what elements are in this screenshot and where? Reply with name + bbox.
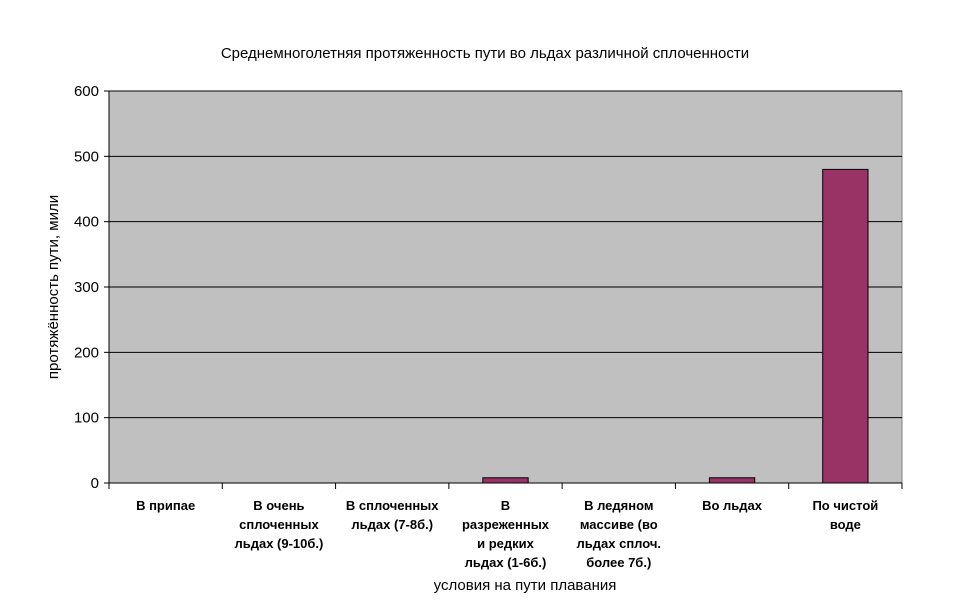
x-tick-label bbox=[577, 498, 662, 570]
x-tick-label-line: сплоченных bbox=[239, 517, 319, 532]
bar bbox=[709, 478, 754, 483]
x-tick-label-line: льдах (1-6б.) bbox=[464, 555, 547, 570]
y-tick-label: 600 bbox=[73, 83, 99, 100]
x-tick-label-line: В очень bbox=[253, 498, 305, 513]
x-tick-label-line: массиве (во bbox=[579, 517, 658, 532]
x-tick-label bbox=[702, 498, 763, 513]
x-tick-label-line: В сплоченных bbox=[345, 498, 439, 513]
y-tick-label: 300 bbox=[73, 279, 99, 296]
x-tick-label bbox=[812, 498, 878, 532]
x-tick-label-line: Во льдах bbox=[702, 498, 763, 513]
x-tick-label-line: воде bbox=[829, 517, 861, 532]
y-axis-label: протяжённость пути, мили bbox=[45, 194, 62, 380]
x-tick-label-line: В ледяном bbox=[584, 498, 654, 513]
x-tick-label bbox=[462, 498, 550, 570]
x-axis-label: условия на пути плавания bbox=[433, 577, 617, 594]
bar bbox=[823, 169, 868, 483]
bar bbox=[483, 478, 528, 483]
chart-title: Среднемноголетняя протяженность пути во льдах различной сплоченности bbox=[220, 45, 750, 62]
x-tick-label-line: и редких bbox=[477, 536, 534, 551]
x-tick-label bbox=[136, 498, 195, 513]
x-tick-label-line: разреженных bbox=[461, 517, 550, 532]
x-tick-label-line: В припае bbox=[136, 498, 196, 513]
y-tick-label: 0 bbox=[90, 475, 99, 492]
x-tick-label-line: По чистой bbox=[812, 498, 879, 513]
x-tick-label-line: льдах сплоч. bbox=[576, 536, 662, 551]
y-tick-label: 500 bbox=[73, 148, 99, 166]
x-tick-label bbox=[234, 498, 323, 551]
y-tick-label: 100 bbox=[73, 409, 99, 427]
x-tick-label-line: льдах (9-10б.) bbox=[234, 536, 324, 551]
x-tick-label-line: более 7б.) bbox=[586, 555, 652, 570]
x-tick-label-line: льдах (7-8б.) bbox=[351, 517, 434, 532]
y-tick-label: 200 bbox=[73, 344, 99, 362]
y-tick-label: 400 bbox=[73, 213, 99, 231]
x-tick-label bbox=[346, 498, 439, 532]
x-tick-label-line: В bbox=[500, 498, 511, 513]
plot-area bbox=[74, 83, 902, 570]
